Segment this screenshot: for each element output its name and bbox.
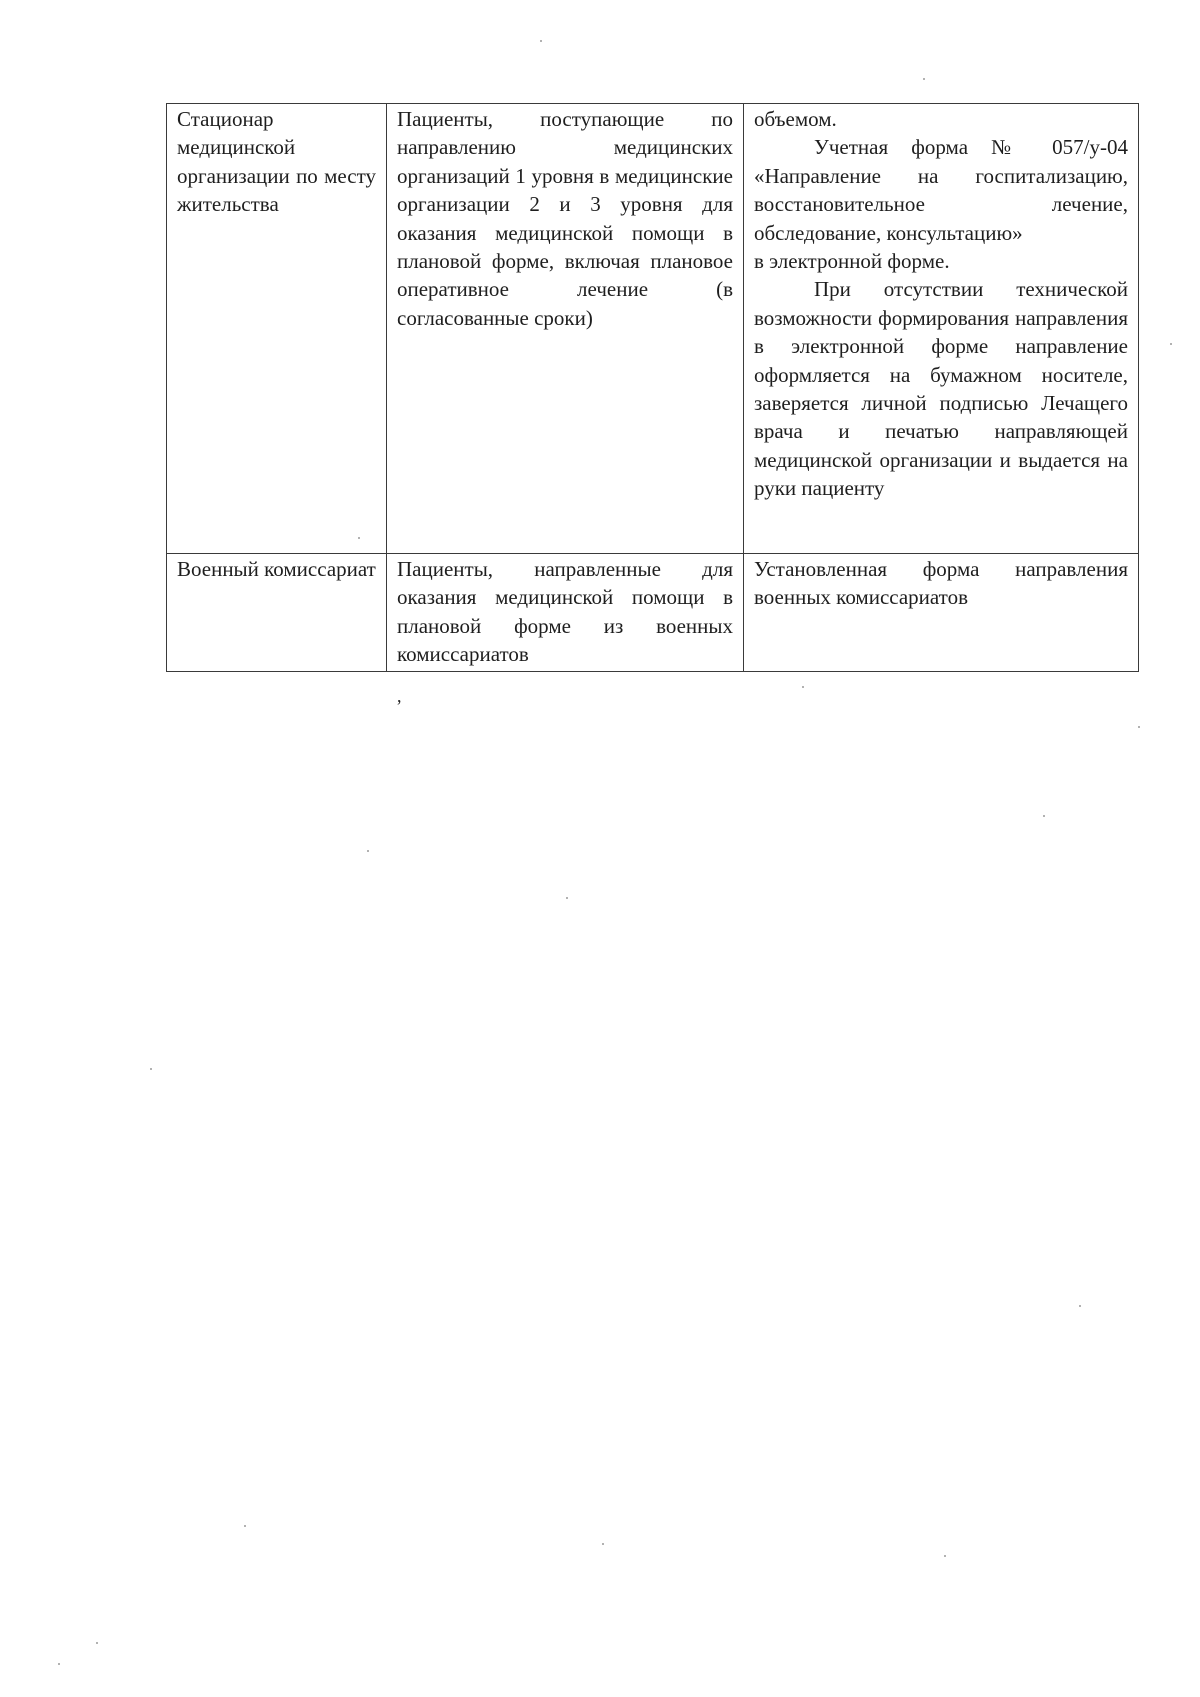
scan-speck (150, 1068, 152, 1070)
scan-speck (96, 1642, 98, 1644)
scan-speck (566, 897, 568, 899)
scan-speck (1138, 726, 1140, 728)
scan-speck (1043, 815, 1045, 817)
document-paragraph: объемом. (754, 107, 837, 131)
scan-speck (540, 40, 542, 42)
scan-speck (58, 1663, 60, 1665)
scan-speck (367, 850, 369, 852)
scan-speck (1170, 343, 1172, 345)
scan-speck (1079, 1305, 1081, 1307)
document-paragraph: При отсутствии технической возможности формирования направления в электронной форме направление оформляется на бумажном носителе, заверяется личной подписью Лечащего врача и печатью направляющей медицинской организации и выдается на руки пациенту (754, 277, 1128, 501)
scan-speck (358, 537, 360, 539)
institution-cell (167, 554, 387, 672)
institution-text: Стационар медицинской организации по месту жительства (177, 107, 376, 217)
patients-cell (387, 104, 744, 554)
institution-cell (167, 104, 387, 554)
scan-speck (944, 1555, 946, 1557)
patients-text: Пациенты, поступающие по направлению медицинских организаций 1 уровня в медицинские организации 2 и 3 уровня для оказания медицинской помощи в плановой форме, включая плановое оперативное лечение (в согласованные сроки) (397, 107, 733, 330)
scan-speck (244, 1525, 246, 1527)
scan-speck (802, 686, 804, 688)
referral-table (166, 103, 1139, 672)
scan-speck (602, 1543, 604, 1545)
table-row (167, 104, 1139, 554)
document-cell (744, 554, 1139, 672)
document-paragraph: Установленная форма направления военных комиссариатов (754, 557, 1128, 610)
scan-speck (923, 78, 925, 80)
document-paragraph: в электронной форме. (754, 249, 950, 274)
patients-cell (387, 554, 744, 672)
table-row (167, 554, 1139, 672)
stray-mark: , (397, 686, 402, 706)
document-paragraph: Учетная форма № 057/у-04 «Направление на госпитализацию, восстановительное лечение, обследование, консультацию» (754, 135, 1128, 245)
institution-text: Военный комиссариат (177, 557, 376, 581)
patients-text: Пациенты, направленные для оказания медицинской помощи в плановой форме из военных комиссариатов (397, 557, 733, 667)
document-cell (744, 104, 1139, 554)
